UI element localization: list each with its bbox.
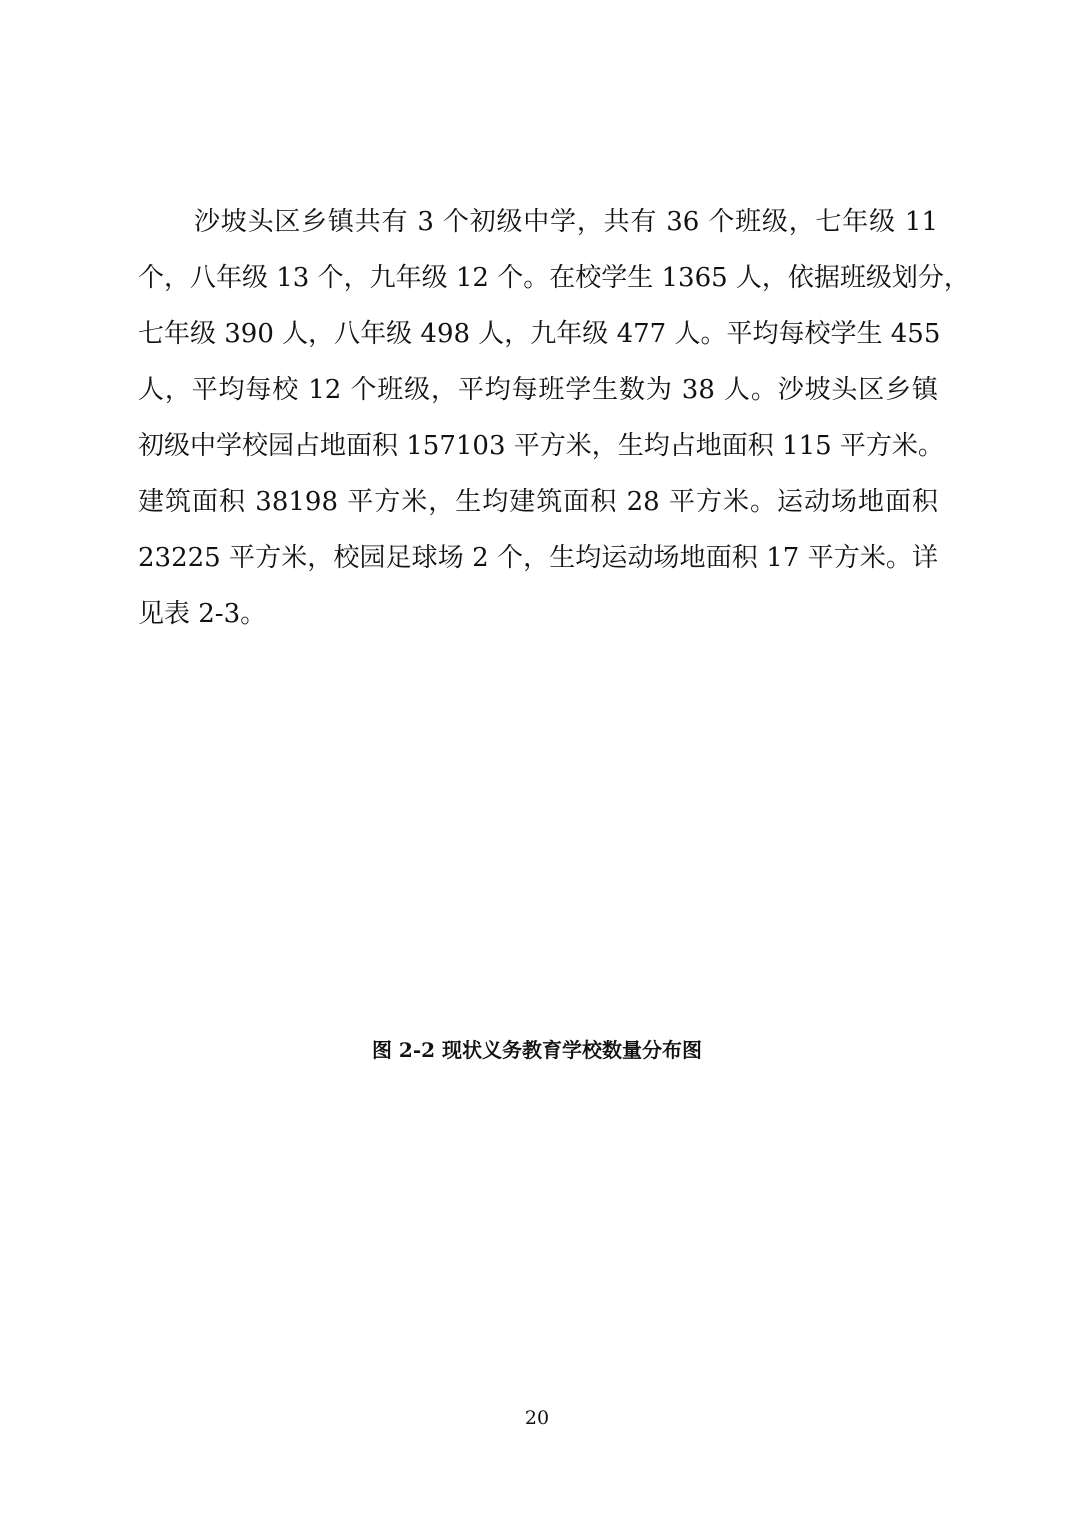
body-paragraph xyxy=(138,194,970,642)
paragraph-line: 沙坡头区乡镇共有 3 个初级中学，共有 36 个班级，七年级 11 xyxy=(194,207,938,237)
paragraph-line: 23225 平方米，校园足球场 2 个，生均运动场地面积 17 平方米。详 xyxy=(138,543,938,573)
paragraph-line: 见表 2-3。 xyxy=(138,599,267,629)
paragraph-line: 初级中学校园占地面积 157103 平方米，生均占地面积 115 平方米。 xyxy=(138,431,944,461)
paragraph-line: 个，八年级 13 个，九年级 12 个。在校学生 1365 人，依据班级划分， xyxy=(138,263,970,293)
paragraph-line: 七年级 390 人，八年级 498 人，九年级 477 人。平均每校学生 455 xyxy=(138,319,941,349)
paragraph-line: 建筑面积 38198 平方米，生均建筑面积 28 平方米。运动场地面积 xyxy=(138,487,938,517)
page-number: 20 xyxy=(524,1407,550,1429)
figure-caption: 图 2-2 现状义务教育学校数量分布图 xyxy=(371,1038,703,1062)
paragraph-line: 人，平均每校 12 个班级，平均每班学生数为 38 人。沙坡头区乡镇 xyxy=(138,375,938,405)
